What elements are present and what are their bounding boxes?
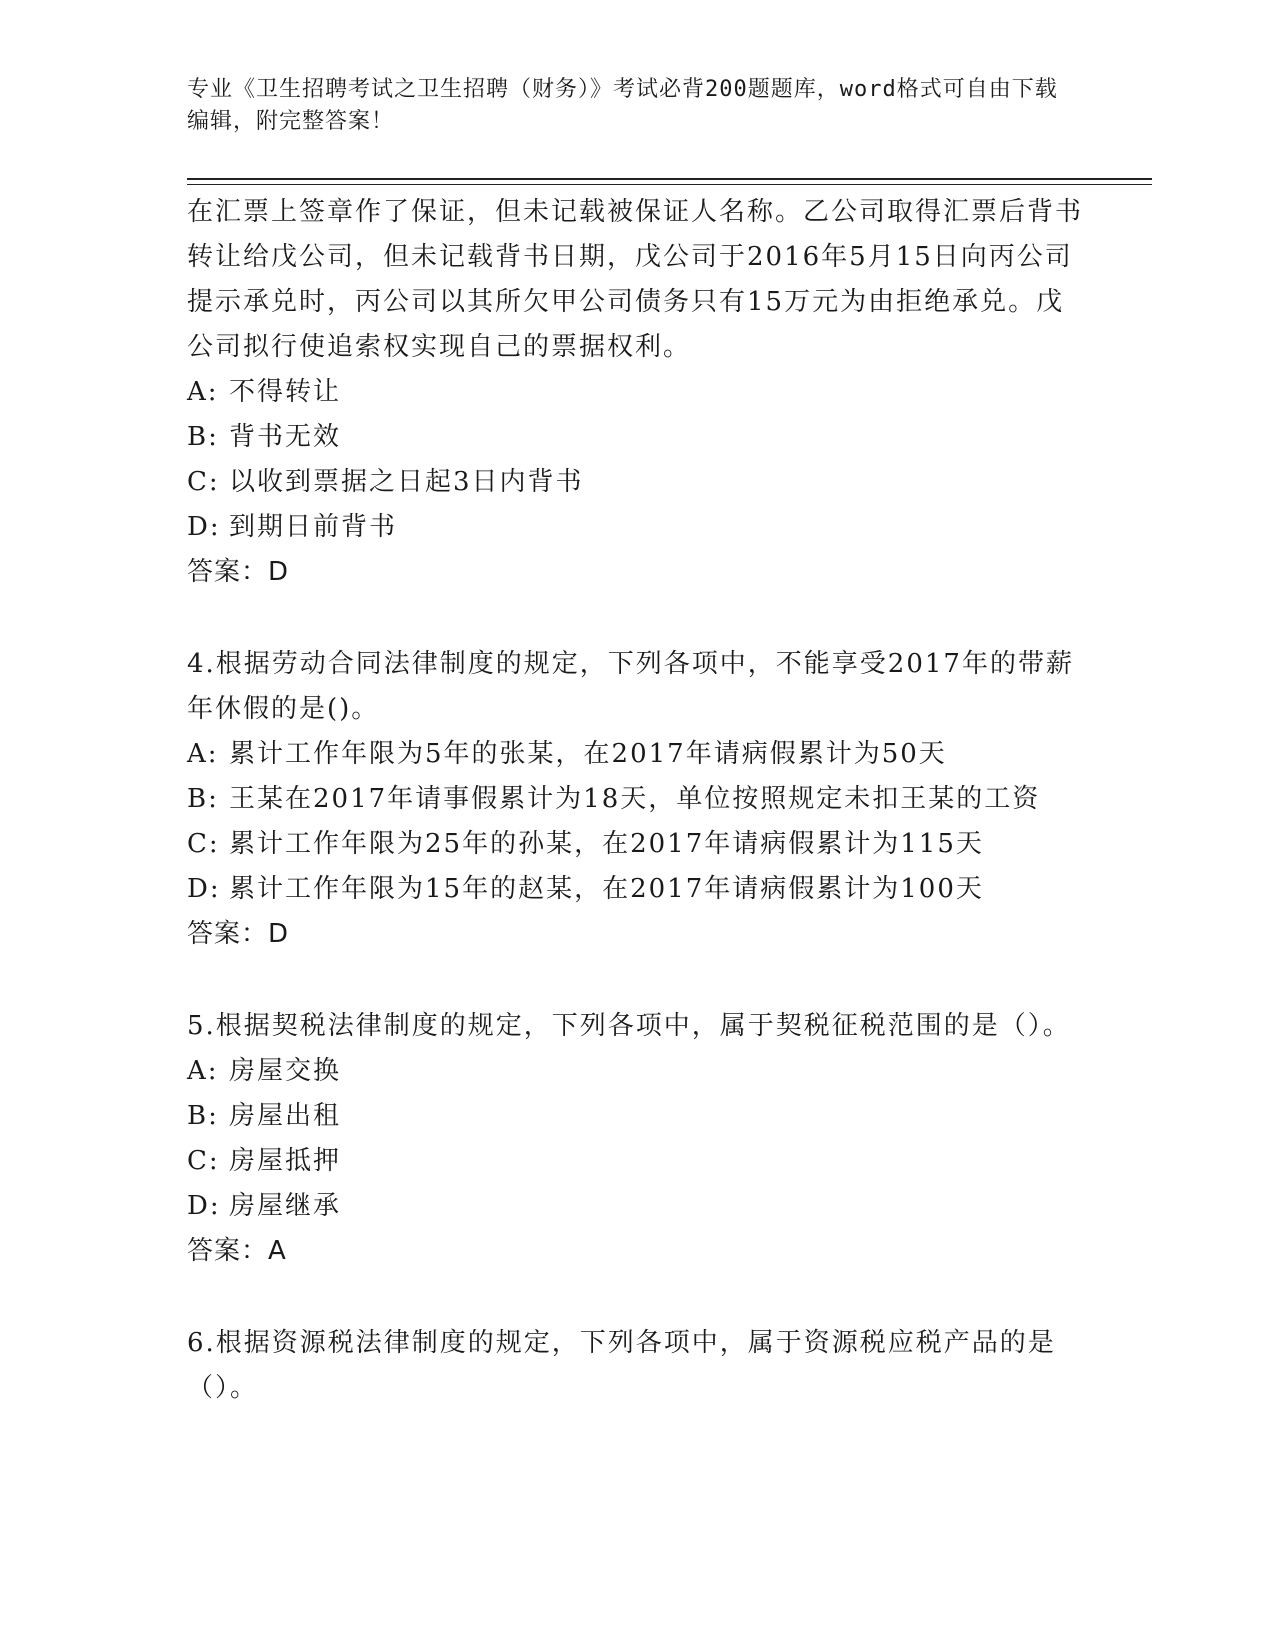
option-d	[187, 505, 1087, 550]
answer: 答案：D	[187, 557, 290, 587]
question-text: 5.根据契税法律制度的规定，下列各项中，属于契税征税范围的是（）。	[187, 1011, 1071, 1041]
option-text: 房屋交换	[229, 1056, 342, 1086]
option-a	[187, 1049, 1087, 1094]
option-d	[187, 1184, 1087, 1229]
option-label: D:	[187, 1191, 221, 1221]
option-c	[187, 1139, 1087, 1184]
question-text: 6.根据资源税法律制度的规定，下列各项中，属于资源税应税产品的是（）。	[187, 1328, 1056, 1403]
option-text: 到期日前背书	[229, 512, 398, 542]
option-b	[187, 415, 1087, 460]
answer: 答案：D	[187, 919, 290, 949]
option-c	[187, 822, 1087, 867]
option-text: 以收到票据之日起3日内背书	[229, 467, 584, 497]
option-text: 背书无效	[229, 422, 342, 452]
option-text: 房屋继承	[229, 1191, 342, 1221]
option-text: 累计工作年限为15年的赵某，在2017年请病假累计为100天	[229, 874, 984, 904]
option-b	[187, 777, 1087, 822]
option-b	[187, 1094, 1087, 1139]
option-c	[187, 460, 1087, 505]
option-label: C:	[187, 467, 220, 497]
header-rule-thin	[187, 184, 1152, 185]
question-3	[187, 190, 1087, 595]
question-text: 在汇票上签章作了保证，但未记载被保证人名称。乙公司取得汇票后背书转让给戊公司，但未记载背书日期，戊公司于2016年5月15日向丙公司提示承兑时，丙公司以其所欠甲公司债务只有15万元为由拒绝承兑。戊公司拟行使追索权实现自己的票据权利。	[187, 197, 1084, 362]
option-d	[187, 867, 1087, 912]
document-header: 专业《卫生招聘考试之卫生招聘（财务）》考试必背200题题库，word格式可自由下载编辑，附完整答案！	[187, 77, 1058, 134]
option-label: C:	[187, 1146, 220, 1176]
option-a	[187, 370, 1087, 415]
question-4	[187, 642, 1087, 957]
option-label: A:	[187, 1056, 219, 1086]
header-rule-thick	[187, 178, 1152, 180]
option-label: A:	[187, 739, 219, 769]
option-text: 累计工作年限为5年的张某，在2017年请病假累计为50天	[229, 739, 947, 769]
question-5	[187, 1004, 1087, 1274]
option-label: D:	[187, 874, 221, 904]
option-label: A:	[187, 377, 219, 407]
option-text: 不得转让	[229, 377, 342, 407]
option-text: 累计工作年限为25年的孙某，在2017年请病假累计为115天	[229, 829, 984, 859]
option-label: B:	[187, 422, 219, 452]
option-label: D:	[187, 512, 221, 542]
option-text: 王某在2017年请事假累计为18天，单位按照规定未扣王某的工资	[229, 784, 1041, 814]
document-body	[187, 190, 1087, 1411]
option-label: C:	[187, 829, 220, 859]
option-text: 房屋抵押	[229, 1146, 342, 1176]
option-a	[187, 732, 1087, 777]
option-label: B:	[187, 784, 219, 814]
option-text: 房屋出租	[229, 1101, 342, 1131]
answer: 答案：A	[187, 1236, 287, 1266]
option-label: B:	[187, 1101, 219, 1131]
question-text: 4.根据劳动合同法律制度的规定，下列各项中，不能享受2017年的带薪年休假的是()。	[187, 649, 1074, 724]
question-6	[187, 1321, 1087, 1411]
